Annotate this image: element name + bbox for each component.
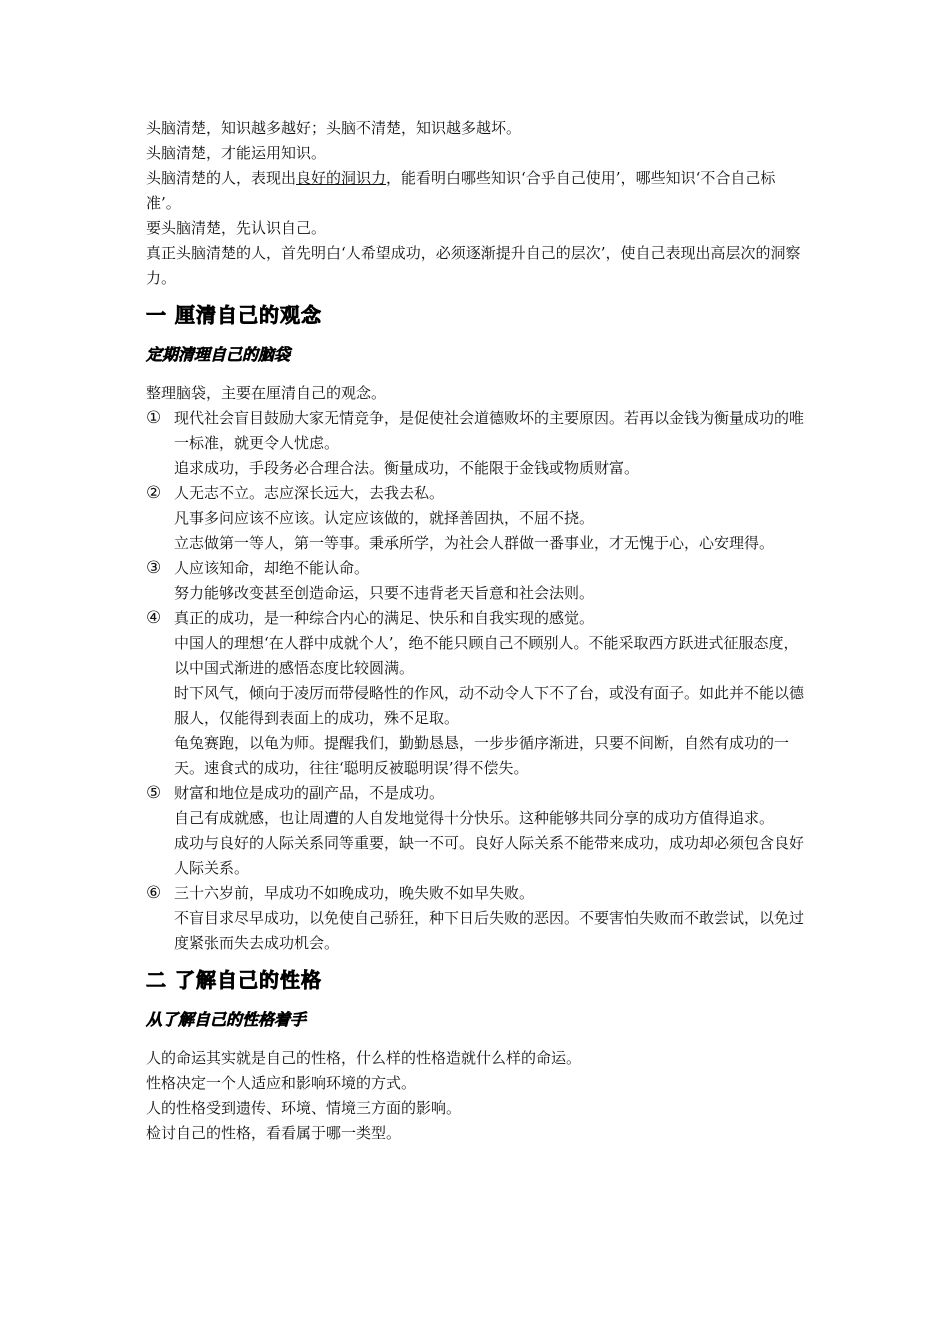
section-lead: 整理脑袋，主要在厘清自己的观念。 xyxy=(146,384,387,402)
item-number: ⑤ xyxy=(146,783,162,803)
intro-line xyxy=(146,166,810,216)
list-item xyxy=(146,781,810,881)
section-subheading: 从了解自己的性格着手 xyxy=(146,1010,307,1029)
item-line: 财富和地位是成功的副产品，不是成功。 xyxy=(174,784,445,802)
section-line: 人的性格受到遗传、环境、情境三方面的影响。 xyxy=(146,1099,462,1117)
item-number: ② xyxy=(146,483,162,503)
item-line: 龟兔赛跑，以龟为师。提醒我们，勤勤恳恳，一步步循序渐进，只要不间断，自然有成功的一天。速食式的成功，往往‘聪明反被聪明误’得不偿失。 xyxy=(174,734,790,777)
item-line: 中国人的理想‘在人群中成就个人’，绝不能只顾自己不顾别人。不能采取西方跃进式征服态度，以中国式渐进的感悟态度比较圆满。 xyxy=(174,634,799,677)
item-line: 追求成功，手段务必合理合法。衡量成功，不能限于金钱或物质财富。 xyxy=(174,459,640,477)
item-line: 人应该知命，却绝不能认命。 xyxy=(174,559,370,577)
item-line: 真正的成功，是一种综合内心的满足、快乐和自我实现的感觉。 xyxy=(174,609,595,627)
list-item xyxy=(146,881,810,956)
section-line: 性格决定一个人适应和影响环境的方式。 xyxy=(146,1074,417,1092)
intro-text: ，能看明白哪些知识‘合乎自己使用’，哪些知识‘不合自己标准’。 xyxy=(146,169,776,212)
intro-line: 头脑清楚，才能运用知识。 xyxy=(146,144,327,162)
item-body xyxy=(174,406,810,481)
intro-line: 头脑清楚，知识越多越好；头脑不清楚，知识越多越坏。 xyxy=(146,119,522,137)
item-line: 立志做第一等人，第一等事。秉承所学，为社会人群做一番事业，才无愧于心，心安理得。 xyxy=(174,534,775,552)
section-subheading: 定期清理自己的脑袋 xyxy=(146,345,291,364)
intro-line: 真正头脑清楚的人，首先明白‘人希望成功，必须逐渐提升自己的层次’，使自己表现出高层次的洞察力。 xyxy=(146,244,801,287)
item-line: 三十六岁前，早成功不如晚成功，晚失败不如早失败。 xyxy=(174,884,535,902)
list-item xyxy=(146,606,810,781)
item-number: ③ xyxy=(146,558,162,578)
item-line: 自己有成就感，也让周遭的人自发地觉得十分快乐。这种能够共同分享的成功方值得追求。 xyxy=(174,809,775,827)
item-line: 人无志不立。志应深长远大，去我去私。 xyxy=(174,484,445,502)
intro-line: 要头脑清楚，先认识自己。 xyxy=(146,219,327,237)
item-body xyxy=(174,481,810,556)
section-line: 检讨自己的性格，看看属于哪一类型。 xyxy=(146,1124,402,1142)
item-line: 凡事多问应该不应该。认定应该做的，就择善固执，不屈不挠。 xyxy=(174,509,595,527)
item-line: 不盲目求尽早成功，以免使自己骄狂，种下日后失败的恶因。不要害怕失败而不敢尝试，以免过度紧张而失去成功机会。 xyxy=(174,909,805,952)
section-heading: 二 了解自己的性格 xyxy=(146,968,322,992)
item-number: ⑥ xyxy=(146,883,162,903)
item-body xyxy=(174,781,810,881)
underlined-phrase: 良好的洞识力 xyxy=(296,169,387,187)
item-line: 成功与良好的人际关系同等重要，缺一不可。良好人际关系不能带来成功，成功却必须包含良好人际关系。 xyxy=(174,834,805,877)
list-item xyxy=(146,481,810,556)
item-body xyxy=(174,606,810,781)
item-line: 努力能够改变甚至创造命运，只要不违背老天旨意和社会法则。 xyxy=(174,584,595,602)
item-number: ④ xyxy=(146,608,162,628)
list-item xyxy=(146,556,810,606)
section-line: 人的命运其实就是自己的性格，什么样的性格造就什么样的命运。 xyxy=(146,1049,582,1067)
item-line: 时下风气，倾向于凌厉而带侵略性的作风，动不动令人下不了台，或没有面子。如此并不能以德服人，仅能得到表面上的成功，殊不足取。 xyxy=(174,684,805,727)
item-number: ① xyxy=(146,408,162,428)
section-heading: 一 厘清自己的观念 xyxy=(146,303,322,327)
item-body xyxy=(174,556,810,606)
item-line: 现代社会盲目鼓励大家无情竞争，是促使社会道德败坏的主要原因。若再以金钱为衡量成功的唯一标准，就更令人忧虑。 xyxy=(174,409,805,452)
list-item xyxy=(146,406,810,481)
document-page xyxy=(146,116,810,1146)
item-body xyxy=(174,881,810,956)
intro-text: 头脑清楚的人，表现出 xyxy=(146,169,297,187)
